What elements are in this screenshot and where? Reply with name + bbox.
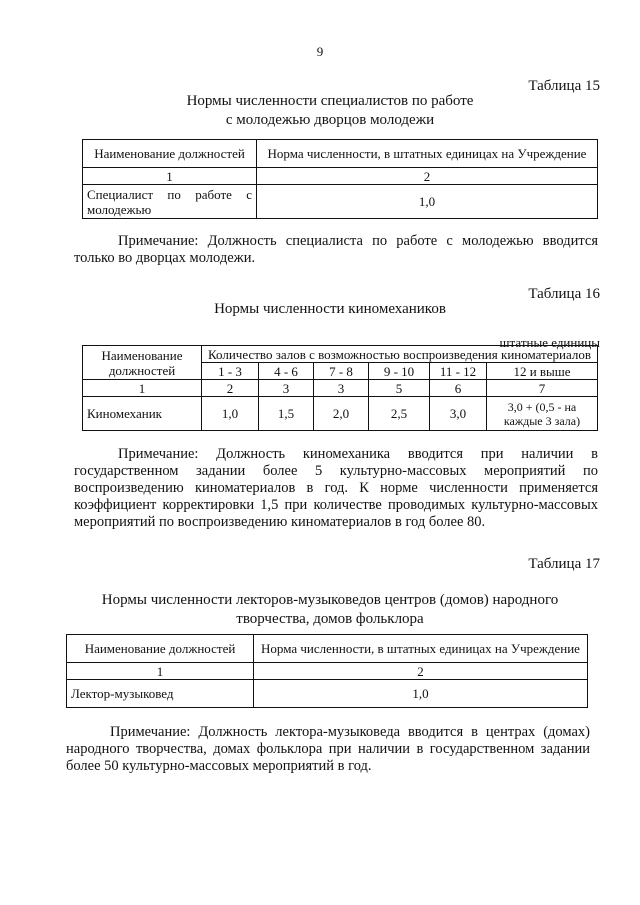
table-16-num-4: 3: [314, 380, 369, 397]
table-16-num-7: 7: [487, 380, 598, 397]
table-16-col-6: 12 и выше: [487, 363, 598, 380]
table-15-label: Таблица 15: [528, 78, 600, 94]
table-15-title: [60, 92, 600, 130]
table-17-title: [50, 591, 610, 629]
table-16-label: Таблица 16: [528, 286, 600, 302]
table-15-title-line2: с молодежью дворцов молодежи: [225, 112, 435, 128]
table-15-row-value: 1,0: [257, 185, 598, 219]
table-17-header-norm: Норма численности, в штатных единицах на Учреждение: [254, 635, 588, 663]
table-17-title-line2: творчества, домов фольклора: [236, 611, 424, 627]
table-16-col-4: 9 - 10: [369, 363, 430, 380]
table-15-row-position: Специалист по работе с молодежью: [83, 185, 257, 219]
table-16-title: Нормы численности киномехаников: [214, 301, 446, 317]
table-17: [66, 634, 588, 708]
table-16-col-5: 11 - 12: [430, 363, 487, 380]
table-15-header-name: Наименование должностей: [83, 140, 257, 168]
table-16: [82, 345, 598, 431]
table-17-row-value: 1,0: [254, 680, 588, 708]
table-15-header-norm: Норма численности, в штатных единицах на Учреждение: [257, 140, 598, 168]
table-16-header-name: Наименование должностей: [83, 346, 202, 380]
table-16-num-6: 6: [430, 380, 487, 397]
table-17-header-name: Наименование должностей: [67, 635, 254, 663]
table-17-label: Таблица 17: [528, 556, 600, 572]
table-16-col-2: 4 - 6: [259, 363, 314, 380]
table-16-note: Примечание: Должность киномеханика вводится при наличии в государственном задании более 5 культурно-массовых мероприятий по воспроизведению киноматериалов в год. К норме численности применяется коэффициент корректировки 1,5 при количестве проводимых культурно-массовых мероприятий по воспроизведению киноматериалов в год более 80.: [74, 446, 598, 530]
table-15-title-line1: Нормы численности специалистов по работе: [186, 93, 474, 109]
page-number: 9: [316, 44, 324, 59]
table-16-row-value-5: 3,0: [430, 397, 487, 431]
table-16-row-value-1: 1,0: [202, 397, 259, 431]
table-16-row-value-3: 2,0: [314, 397, 369, 431]
table-16-num-3: 3: [259, 380, 314, 397]
table-15-note: Примечание: Должность специалиста по работе с молодежью вводится только во дворцах молодежи.: [74, 233, 598, 266]
table-15-num-2: 2: [257, 168, 598, 185]
table-16-row-position: Киномеханик: [83, 397, 202, 431]
table-17-num-1: 1: [67, 663, 254, 680]
table-16-num-5: 5: [369, 380, 430, 397]
table-17-num-2: 2: [254, 663, 588, 680]
table-16-row-value-4: 2,5: [369, 397, 430, 431]
table-17-title-line1: Нормы численности лекторов-музыковедов центров (домов) народного: [101, 592, 559, 608]
table-16-row-value-6: 3,0 + (0,5 - на каждые 3 зала): [487, 397, 598, 431]
table-15: [82, 139, 598, 219]
table-16-header-group: Количество залов с возможностью воспроизведения киноматериалов: [202, 346, 598, 363]
table-17-row-position: Лектор-музыковед: [67, 680, 254, 708]
table-16-num-1: 1: [83, 380, 202, 397]
table-16-col-1: 1 - 3: [202, 363, 259, 380]
table-16-num-2: 2: [202, 380, 259, 397]
table-16-row-value-2: 1,5: [259, 397, 314, 431]
table-16-col-3: 7 - 8: [314, 363, 369, 380]
table-15-num-1: 1: [83, 168, 257, 185]
table-16-units: штатные единицы: [499, 335, 600, 350]
table-17-note: Примечание: Должность лектора-музыковеда вводится в центрах (домах) народного творчества, домах фольклора при наличии в государственном задании более 50 культурно-массовых мероприятий в год.: [66, 724, 590, 774]
